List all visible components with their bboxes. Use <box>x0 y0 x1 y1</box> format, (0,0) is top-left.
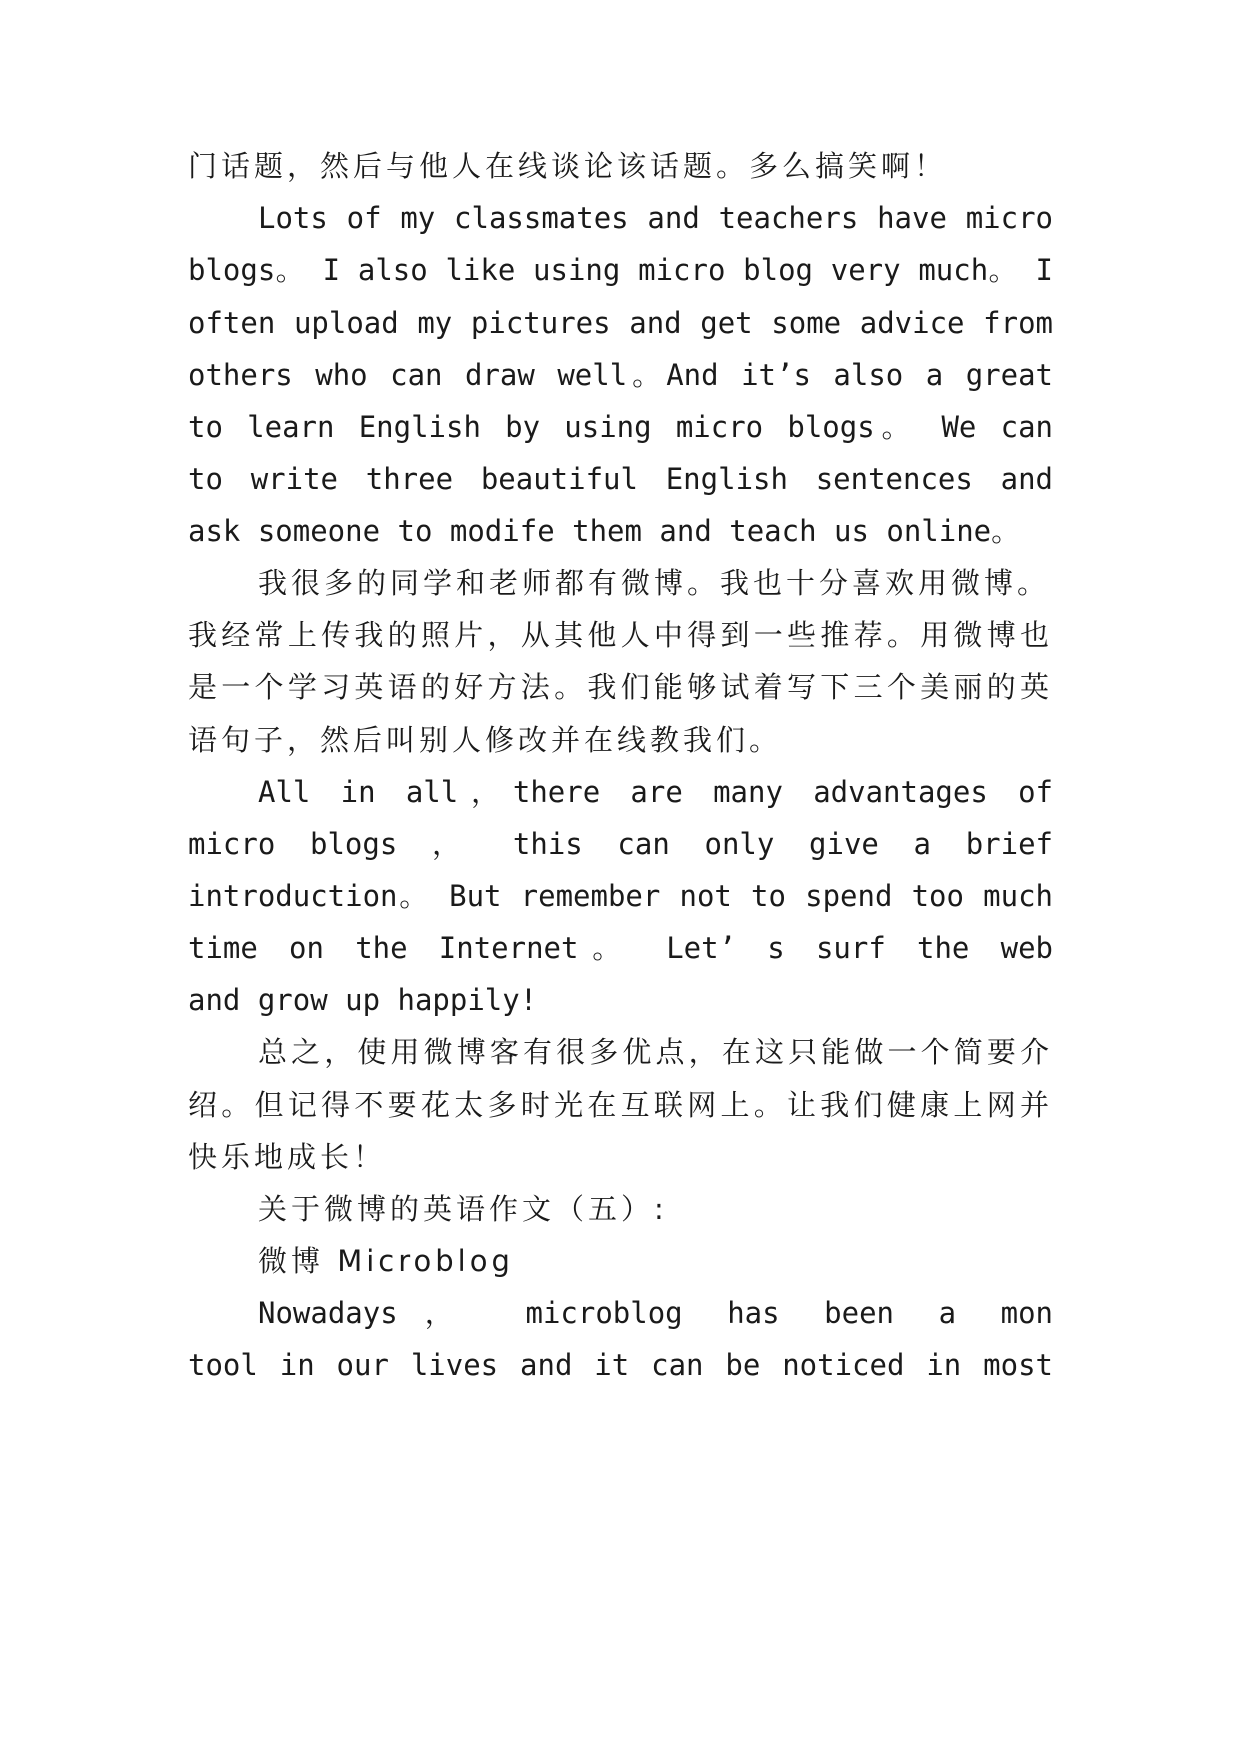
text-line: and grow up happily! <box>188 983 538 1017</box>
text-line: 我经常上传我的照片，从其他人中得到一些推荐。用微博也 <box>188 618 1053 652</box>
text-line: 门话题，然后与他人在线谈论该话题。多么搞笑啊！ <box>188 149 948 183</box>
text-line: 总之，使用微博客有很多优点，在这只能做一个简要介 <box>258 1035 1053 1069</box>
text-line: All in all，there are many advantages of <box>258 775 1053 809</box>
text-line: blogs。 I also like using micro blog very much。 I <box>188 253 1053 287</box>
text-line: introduction。 But remember not to spend too much <box>188 879 1053 913</box>
text-line: time on the Internet。 Let’ s surf the web <box>188 931 1053 965</box>
text-line: tool in our lives and it can be noticed in most <box>188 1348 1053 1382</box>
section-title: 微博 Microblog <box>258 1244 514 1278</box>
text-line: 我很多的同学和老师都有微博。我也十分喜欢用微博。 <box>258 566 1051 600</box>
text-line: 绍。但记得不要花太多时光在互联网上。让我们健康上网并 <box>188 1088 1053 1122</box>
text-line: to write three beautiful English sentences and <box>188 462 1053 496</box>
text-line: often upload my pictures and get some advice from <box>188 306 1053 340</box>
text-line: ask someone to modife them and teach us online。 <box>188 514 1021 548</box>
text-line: micro blogs ， this can only give a brief <box>188 827 1053 861</box>
text-line: 是一个学习英语的好方法。我们能够试着写下三个美丽的英 <box>188 670 1053 704</box>
text-line: Nowadays， microblog has been a mon <box>258 1296 1053 1330</box>
text-line: 快乐地成长！ <box>188 1140 387 1174</box>
text-line: 语句子，然后叫别人修改并在线教我们。 <box>188 723 783 757</box>
text-line: to learn English by using micro blogs。 We can <box>188 410 1053 444</box>
text-line: Lots of my classmates and teachers have micro <box>258 201 1053 235</box>
text-line: others who can draw well。And it’s also a great <box>188 358 1053 392</box>
section-heading: 关于微博的英语作文（五）: <box>258 1192 668 1226</box>
